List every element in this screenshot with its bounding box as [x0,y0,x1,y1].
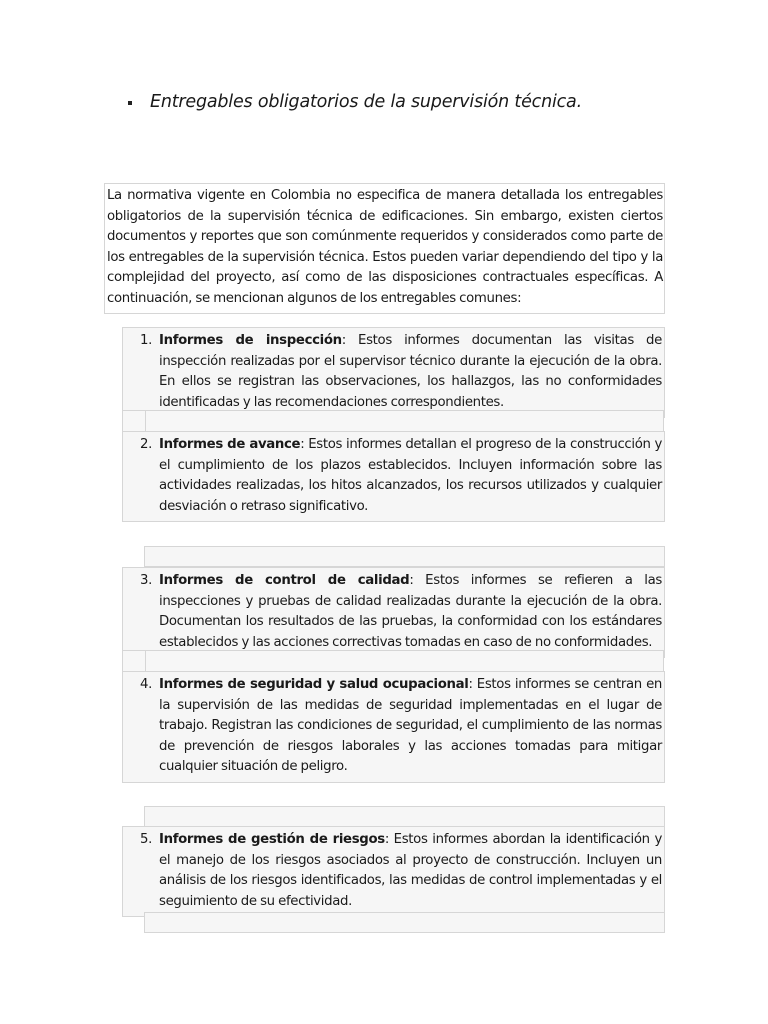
list-item-text: : Estos informes detallan el progreso de la construcción y el cumplimiento de los plazos establecidos. Incluyen información sobre las actividades realizadas, los hitos alcanzados, los recursos utilizados y cualquier desviación o retraso significativo. [159,437,663,514]
list-item-body [152,830,662,912]
spacer-row [122,650,664,672]
empty-row [144,806,665,827]
heading-text: Entregables obligatorios de la supervisión técnica. [150,92,582,112]
list-item-number: 5. [140,832,152,847]
list-item-body [152,675,662,778]
list-item-text: : Estos informes abordan la identificación y el manejo de los riesgos asociados al proyecto de construcción. Incluyen un análisis de los riesgos identificados, las medidas de control implementadas y el seguimiento de su efectividad. [159,832,663,909]
list-item-text: : Estos informes se centran en la supervisión de las medidas de seguridad implementadas en el lugar de trabajo. Registran las condiciones de seguridad, el cumplimiento de las normas de prevención de riesgos laborales y las acciones tomadas para mitigar cualquier situación de peligro. [159,677,663,775]
list-item-body [152,435,662,517]
list-item-title: Informes de gestión de riesgos [159,832,385,847]
spacer-cell [145,650,664,672]
empty-row [144,912,665,933]
intro-paragraph: La normativa vigente en Colombia no especifica de manera detallada los entregables obligatorios de la supervisión técnica de edificaciones. Sin embargo, existen ciertos documentos y reportes que son comúnmente requeridos y considerados como parte de los entregables de la supervisión técnica. Estos pueden variar dependiendo del tipo y la complejidad del proyecto, así como de las disposiciones contractuales específicas. A continuación, se mencionan algunos de los entregables comunes: [104,183,665,314]
spacer-cell [145,410,664,432]
list-item-number: 2. [140,437,152,452]
list-item-title: Informes de control de calidad [159,573,410,588]
list-item-text: : Estos informes documentan las visitas de inspección realizadas por el supervisor técnico durante la ejecución de la obra. En ellos se registran las observaciones, los hallazgos, las no conformidades identificadas y las recomendaciones correspondientes. [159,333,662,410]
list-item [122,671,665,783]
list-item-title: Informes de inspección [159,333,342,348]
empty-row [144,546,665,567]
list-item-number: 1. [140,333,152,348]
section-heading [128,92,582,112]
list-item-number: 3. [140,573,152,588]
spacer-row [122,410,664,432]
list-item [122,327,665,418]
list-item [122,567,665,658]
list-item-title: Informes de seguridad y salud ocupacional [159,677,469,692]
list-item-body [152,571,662,653]
list-item [122,431,665,522]
list-item-text: : Estos informes se refieren a las inspecciones y pruebas de calidad realizadas durante la ejecución de la obra. Documentan los resultados de las pruebas, la conformidad con los estándares establecidos y las acciones correctivas tomadas en caso de no conformidades. [159,573,663,650]
list-item [122,826,665,917]
bullet-icon [128,101,132,105]
list-item-number: 4. [140,677,152,692]
list-item-body [152,331,662,413]
list-item-title: Informes de avance [159,437,301,452]
